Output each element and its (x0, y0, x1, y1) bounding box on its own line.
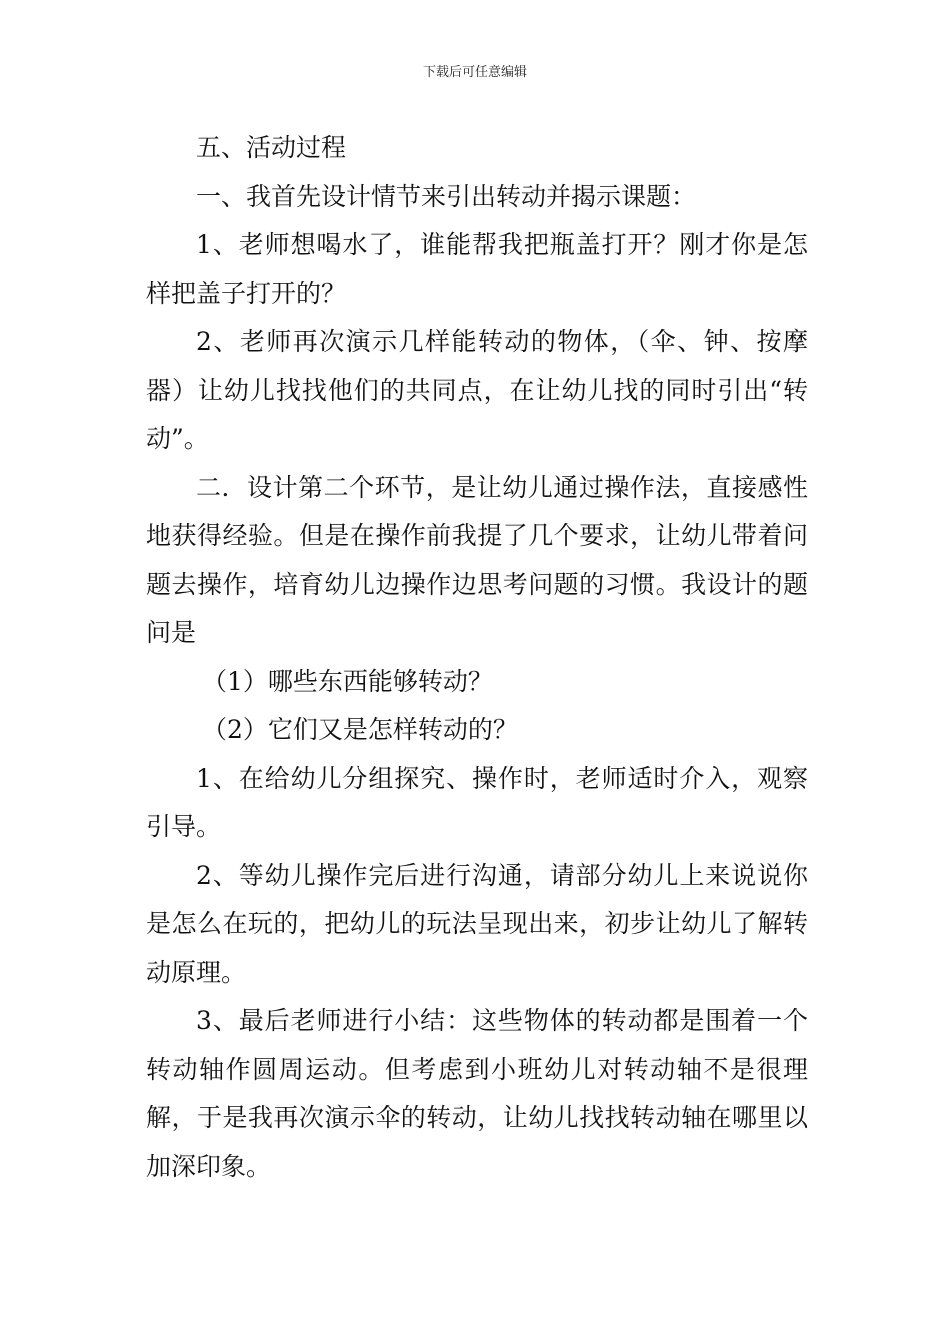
paragraph-step-two-item-3: 3、最后老师进行小结：这些物体的转动都是围着一个转动轴作圆周运动。但考虑到小班幼儿对转动轴不是很理解，于是我再次演示伞的转动，让幼儿找找转动轴在哪里以加深印象。 (146, 1006, 808, 1181)
question-item-2: （2）它们又是怎样转动的？ (202, 715, 518, 744)
paragraph-step-one-item-2: 2、老师再次演示几样能转动的物体，（伞、钟、按摩器）让幼儿找找他们的共同点，在让幼儿找的同时引出“转动”。 (146, 327, 808, 453)
document-body (146, 124, 808, 1191)
page-header: 下载后可任意编辑 (422, 65, 527, 80)
paragraph-step-two: 二．设计第二个环节，是让幼儿通过操作法，直接感性地获得经验。但是在操作前我提了几个要求，让幼儿带着问题去操作，培育幼儿边操作边思考问题的习惯。我设计的题问是 (146, 472, 808, 647)
paragraph-step-two-item-1: 1、在给幼儿分组探究、操作时，老师适时介入，观察引导。 (146, 763, 808, 841)
question-item-1: （1）哪些东西能够转动？ (202, 666, 493, 696)
section-heading: 五、活动过程 (196, 133, 347, 162)
paragraph-step-two-item-2: 2、等幼儿操作完后进行沟通，请部分幼儿上来说说你是怎么在玩的，把幼儿的玩法呈现出来，初步让幼儿了解转动原理。 (146, 860, 808, 987)
paragraph-step-one: 一、我首先设计情节来引出转动并揭示课题： (196, 181, 697, 211)
paragraph-step-one-item-1: 1、老师想喝水了，谁能帮我把瓶盖打开？刚才你是怎样把盖子打开的？ (146, 230, 808, 308)
